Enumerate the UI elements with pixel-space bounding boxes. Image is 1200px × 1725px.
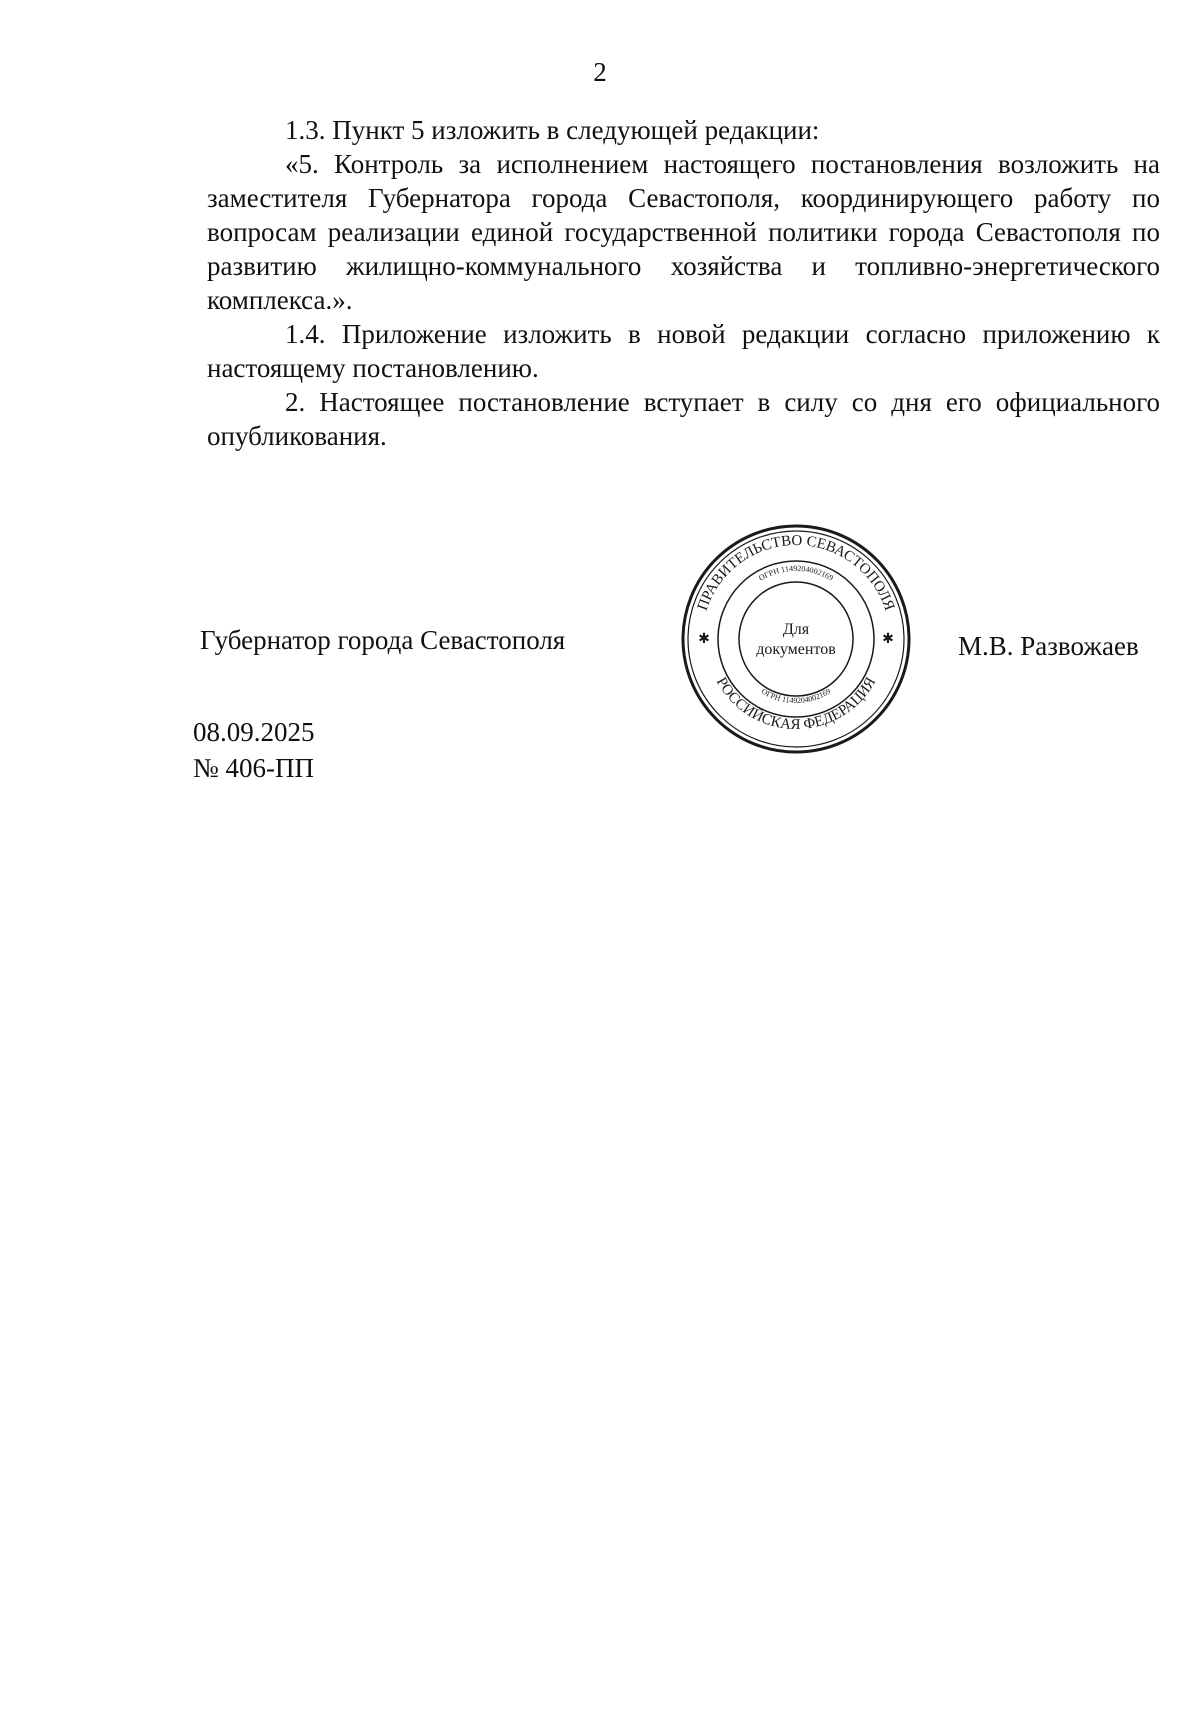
seal-center-line-1: Для	[782, 621, 810, 638]
seal-star-right-icon: ✱	[882, 632, 894, 647]
paragraph-quoted-item-5: «5. Контроль за исполнением настоящего постановления возложить на заместителя Губернатора города Севастополя, координирующего работу по вопросам реализации единой государственной политики города Севастополя по развитию жилищно-коммунального хозяйства и топливно-энергетического комплекса.».	[207, 149, 1160, 315]
seal-inner-bottom-text: ОГРН 1149204002169	[759, 686, 833, 706]
document-number: № 406-ПП	[193, 753, 314, 783]
paragraph-1-4: 1.4. Приложение изложить в новой редакции согласно приложению к настоящему постановлению.	[207, 319, 1160, 383]
seal-outer-top-text: ПРАВИТЕЛЬСТВО СЕВАСТОПОЛЯ	[694, 532, 898, 613]
paragraph-1-3: 1.3. Пункт 5 изложить в следующей редакции:	[285, 115, 820, 145]
paragraph-2: 2. Настоящее постановление вступает в силу со дня его официального опубликования.	[207, 387, 1160, 451]
seal-outer-ring-thin	[688, 531, 904, 747]
signatory-name: М.В. Развожаев	[958, 631, 1139, 661]
seal-inner-top-text: ОГРН 1149204002169	[757, 563, 835, 583]
seal-center-line-2: документов	[756, 641, 836, 658]
page-number: 2	[593, 57, 607, 87]
document-body	[207, 113, 1160, 453]
seal-outer-bottom-text: РОССИЙСКАЯ ФЕДЕРАЦИЯ	[712, 674, 880, 734]
document-date: 08.09.2025	[193, 717, 315, 747]
seal-middle-ring	[718, 561, 874, 717]
official-seal	[680, 523, 912, 755]
seal-inner-ring	[739, 582, 853, 696]
seal-graphic	[680, 523, 912, 755]
signatory-position: Губернатор города Севастополя	[200, 625, 566, 655]
seal-star-left-icon: ✱	[698, 632, 710, 647]
